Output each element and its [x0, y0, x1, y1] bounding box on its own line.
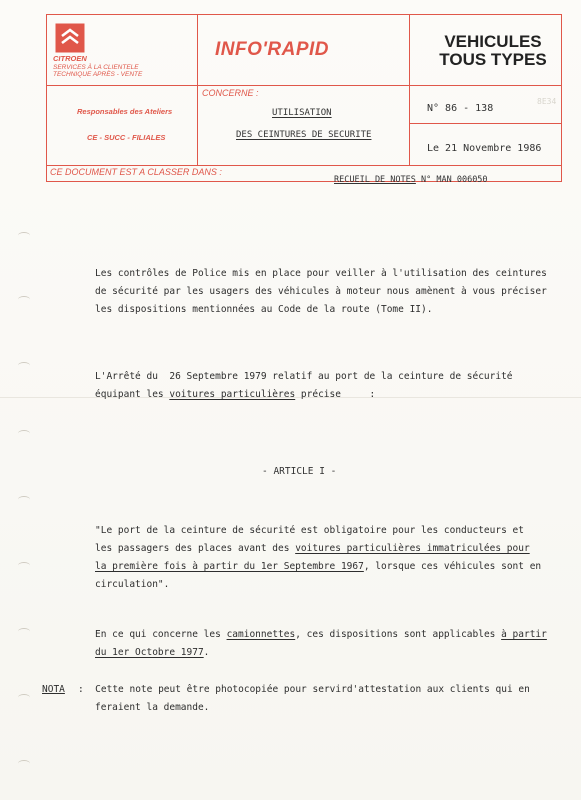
intro-line1: Les contrôles de Police mis en place pour veiller à l'utilisation des ceintures [95, 268, 547, 279]
nota-paragraph [78, 681, 530, 717]
category-line2: TOUS TYPES [439, 50, 547, 69]
arrete-line2a: équipant les [95, 389, 170, 400]
quote-line2-underlined: voitures particulières immatriculées pour [295, 543, 530, 554]
note-date: Le 21 Novembre 1986 [427, 143, 542, 154]
vehicle-category [423, 33, 563, 69]
letterhead [46, 14, 562, 182]
brand-block [53, 55, 142, 79]
quote-paragraph [95, 522, 541, 594]
bulletin-title: INFO'RAPID [215, 39, 330, 60]
margin-mark [18, 430, 30, 437]
quote-line2a: les passagers des places avant des [95, 543, 296, 554]
nota-line1: : Cette note peut être photocopiée pour servird'attestation aux clients qui en [78, 684, 530, 695]
margin-mark [18, 296, 30, 303]
margin-mark [18, 362, 30, 369]
article-heading: - ARTICLE I - [262, 466, 337, 477]
intro-line2: de sécurité par les usagers des véhicules à moteur nous amènent à vous préciser [95, 286, 547, 297]
margin-mark [18, 694, 30, 701]
camion-b: , ces dispositions sont applicables [295, 629, 502, 640]
arrete-line2b: précise : [295, 389, 376, 400]
intro-line3: les dispositions mentionnées au Code de la route (Tome II). [95, 304, 433, 315]
camion-underlined2: à partir [501, 629, 547, 640]
quote-line3-underlined: la première fois à partir du 1er Septembre 1967 [95, 561, 364, 572]
arrete-line1: L'Arrêté du 26 Septembre 1979 relatif au port de la ceinture de sécurité [95, 371, 513, 382]
note-number: N° 86 - 138 [427, 103, 494, 114]
intro-paragraph [95, 265, 547, 319]
recueil-number: N° MAN 006050 [421, 175, 488, 185]
brand-sub2: TECHNIQUE APRÈS - VENTE [53, 71, 143, 78]
quote-line1: "Le port de la ceinture de sécurité est obligatoire pour les conducteurs et [95, 525, 524, 536]
brand-sub1: SERVICES À LA CLIENTELE [53, 63, 139, 71]
recueil-ref [334, 175, 488, 185]
subject-line2: DES CEINTURES DE SECURITE [236, 130, 372, 140]
camionnettes-paragraph [95, 626, 547, 662]
nota-label: NOTA [42, 684, 65, 695]
margin-mark [18, 562, 30, 569]
recipients-line1: Responsables des Ateliers [77, 107, 173, 116]
category-line1: VEHICULES [444, 32, 542, 51]
margin-mark [18, 232, 30, 239]
quote-line4: circulation". [95, 579, 170, 590]
quote-line3b: , lorsque ces véhicules sont en [363, 561, 542, 572]
arrete-line2-underlined: voitures particulières [169, 389, 296, 400]
faint-stamp: 8E34 [537, 97, 557, 106]
citroen-logo [55, 23, 85, 57]
classification-label: CE DOCUMENT EST A CLASSER DANS : [50, 167, 222, 177]
recipients-line2: CE - SUCC - FILIALES [87, 133, 166, 142]
brand-name: CITROEN [53, 54, 87, 63]
camion-underlined1: camionnettes [226, 629, 296, 640]
camion-a: En ce qui concerne les [95, 629, 227, 640]
subject-line1: UTILISATION [272, 108, 332, 118]
camion-line2b: . [203, 647, 210, 658]
camion-line2-underlined: du 1er Octobre 1977 [95, 647, 204, 658]
concerne-label: CONCERNE : [202, 88, 259, 98]
arrete-paragraph [95, 368, 513, 404]
margin-mark [18, 628, 30, 635]
nota-line2: feraient la demande. [95, 702, 210, 713]
margin-mark [18, 760, 30, 767]
recueil-label: RECUEIL DE NOTES [334, 175, 416, 185]
margin-mark [18, 496, 30, 503]
